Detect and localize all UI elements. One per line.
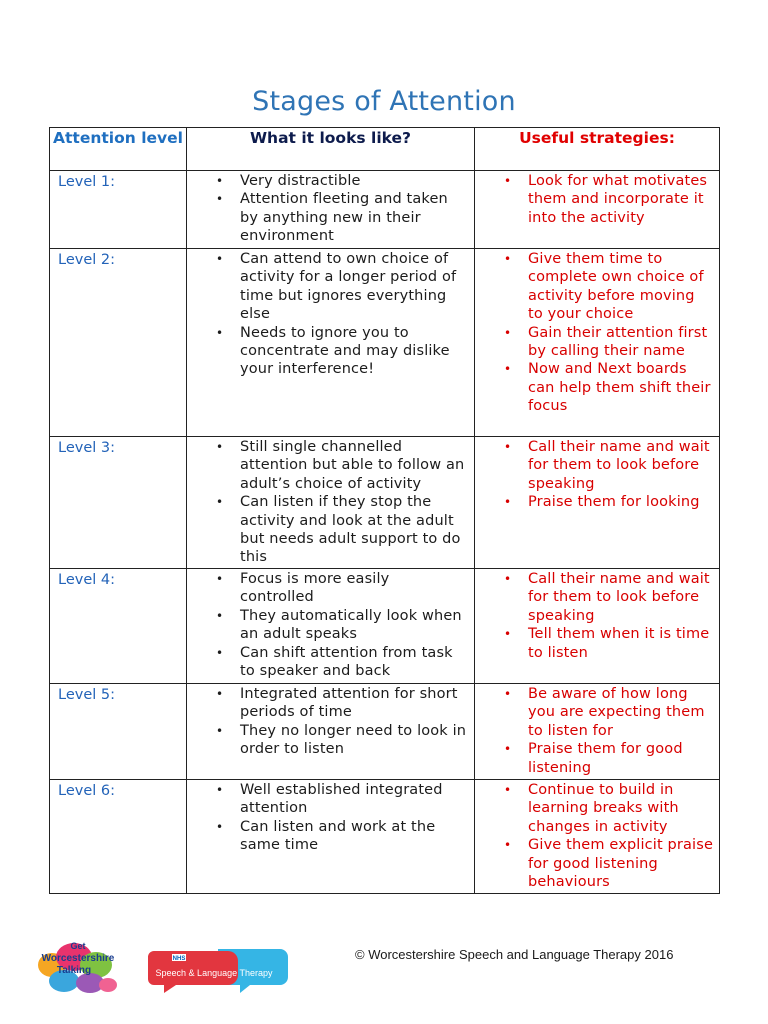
looks-like-list: [187, 780, 474, 855]
list-item: [187, 570, 474, 607]
level-label: Level 6:: [50, 780, 187, 894]
list-item-text: Praise them for good listening: [528, 741, 683, 776]
list-item: [187, 644, 474, 681]
list-item-text: Focus is more easily controlled: [240, 571, 390, 606]
looks-like-cell: [187, 569, 475, 684]
level-label: Level 4:: [50, 569, 187, 684]
level-label: Level 2:: [50, 249, 187, 437]
list-item-text: Look for what motivates them and incorporate it into the activity: [528, 173, 708, 226]
looks-like-list: [187, 171, 474, 246]
list-item: [187, 250, 474, 324]
list-item-text: Attention fleeting and taken by anything new in their environment: [240, 191, 448, 245]
bullet-icon: •: [216, 723, 224, 738]
attention-stages-table: [49, 127, 720, 894]
table-row: [50, 171, 720, 249]
bullet-icon: •: [216, 783, 224, 797]
strategies-list: [475, 249, 719, 416]
list-item: [475, 685, 719, 740]
looks-like-list: [187, 249, 474, 379]
looks-like-list: [187, 569, 474, 680]
bullet-icon: •: [504, 627, 512, 642]
strategies-list: [475, 780, 719, 891]
list-item: [475, 493, 719, 511]
list-item: [475, 360, 719, 415]
copyright-footer: © Worcestershire Speech and Language Therapy 2016: [355, 947, 674, 962]
list-item: [475, 250, 719, 324]
list-item: [187, 190, 474, 245]
svg-text:Worcestershire: Worcestershire: [41, 953, 115, 964]
table-row: [50, 437, 720, 569]
header-attention-level: Attention level: [50, 128, 187, 171]
list-item-text: Can listen if they stop the activity and look at the adult but needs adult support to do this: [240, 494, 461, 566]
list-item: [187, 722, 474, 759]
table-row: [50, 780, 720, 894]
bullet-icon: •: [216, 192, 224, 207]
strategies-list: [475, 171, 719, 227]
list-item-text: Still single channelled attention but able to follow an adult’s choice of activity: [240, 439, 465, 492]
page-title: Stages of Attention: [252, 86, 516, 117]
list-item: [187, 438, 474, 493]
bullet-icon: •: [216, 819, 224, 834]
list-item-text: Praise them for looking: [528, 494, 700, 511]
list-item-text: They automatically look when an adult speaks: [240, 607, 462, 643]
strategies-list: [475, 684, 719, 777]
bullet-icon: •: [504, 252, 512, 266]
list-item: [475, 740, 719, 777]
list-item-text: Continue to build in learning breaks with changes in activity: [528, 782, 679, 835]
looks-like-cell: [187, 780, 475, 894]
list-item: [187, 172, 474, 190]
list-item: [187, 324, 474, 379]
nhs-badge: NHS: [172, 956, 186, 962]
bullet-icon: •: [504, 783, 512, 797]
list-item: [187, 493, 474, 567]
looks-like-cell: [187, 684, 475, 780]
bullet-icon: •: [216, 174, 224, 188]
level-label: Level 5:: [50, 684, 187, 780]
list-item-text: Well established integrated attention: [240, 782, 443, 817]
list-item: [475, 172, 719, 227]
bullet-icon: •: [216, 252, 224, 266]
list-item-text: Needs to ignore you to concentrate and may dislike your interference!: [240, 324, 450, 378]
bullet-icon: •: [504, 325, 512, 340]
list-item-text: They no longer need to look in order to listen: [240, 722, 467, 758]
list-item-text: Be aware of how long you are expecting them to listen for: [528, 686, 705, 739]
list-item-text: Can shift attention from task to speaker and back: [240, 644, 453, 680]
strategies-cell: [475, 249, 720, 437]
bullet-icon: •: [216, 572, 224, 586]
list-item: [475, 781, 719, 836]
looks-like-cell: [187, 171, 475, 249]
get-worcestershire-talking-logo: [34, 935, 124, 1001]
logo-right-text: Speech & Language Therapy: [155, 968, 273, 978]
bullet-icon: •: [504, 742, 512, 757]
list-item-text: Call their name and wait for them to look before speaking: [528, 439, 710, 492]
strategies-cell: [475, 437, 720, 569]
list-item-text: Call their name and wait for them to look before speaking: [528, 571, 710, 624]
bullet-icon: •: [504, 440, 512, 454]
looks-like-cell: [187, 437, 475, 569]
table-header-row: [50, 128, 720, 171]
table-row: [50, 569, 720, 684]
list-item-text: Can attend to own choice of activity for a longer period of time but ignores everything else: [240, 251, 457, 323]
strategies-cell: [475, 684, 720, 780]
strategies-cell: [475, 171, 720, 249]
bullet-icon: •: [504, 838, 512, 853]
strategies-list: [475, 569, 719, 662]
list-item-text: Gain their attention first by calling their name: [528, 324, 708, 360]
looks-like-cell: [187, 249, 475, 437]
bullet-icon: •: [216, 325, 224, 340]
bullet-icon: •: [216, 687, 224, 701]
list-item-text: Give them time to complete own choice of activity before moving to your choice: [528, 251, 704, 323]
list-item-text: Tell them when it is time to listen: [528, 626, 710, 661]
list-item: [187, 781, 474, 818]
bullet-icon: •: [504, 572, 512, 586]
list-item: [187, 818, 474, 855]
header-useful-strategies: Useful strategies:: [475, 128, 720, 171]
svg-text:Talking: Talking: [56, 965, 92, 976]
list-item: [187, 607, 474, 644]
looks-like-list: [187, 437, 474, 567]
bullet-icon: •: [216, 495, 224, 510]
list-item-text: Now and Next boards can help them shift their focus: [528, 361, 711, 415]
list-item: [475, 625, 719, 662]
strategies-list: [475, 437, 719, 512]
strategies-cell: [475, 569, 720, 684]
list-item-text: Give them explicit praise for good listening behaviours: [528, 837, 714, 891]
list-item-text: Can listen and work at the same time: [240, 818, 436, 854]
bullet-icon: •: [504, 174, 512, 188]
level-label: Level 3:: [50, 437, 187, 569]
bullet-icon: •: [216, 608, 224, 623]
list-item-text: Integrated attention for short periods of time: [240, 686, 458, 721]
logo-left-text: Get: [70, 941, 86, 951]
bullet-icon: •: [504, 687, 512, 701]
looks-like-list: [187, 684, 474, 759]
bullet-icon: •: [216, 440, 224, 454]
list-item: [475, 438, 719, 493]
table-row: [50, 684, 720, 780]
list-item: [475, 570, 719, 625]
strategies-cell: [475, 780, 720, 894]
list-item: [475, 324, 719, 361]
list-item: [187, 685, 474, 722]
bullet-icon: •: [504, 495, 512, 510]
list-item: [475, 836, 719, 891]
list-item-text: Very distractible: [240, 173, 361, 189]
level-label: Level 1:: [50, 171, 187, 249]
header-what-it-looks-like: What it looks like?: [187, 128, 475, 171]
speech-language-therapy-logo: [148, 945, 290, 993]
table-row: [50, 249, 720, 437]
bullet-icon: •: [216, 645, 224, 660]
bullet-icon: •: [504, 362, 512, 377]
